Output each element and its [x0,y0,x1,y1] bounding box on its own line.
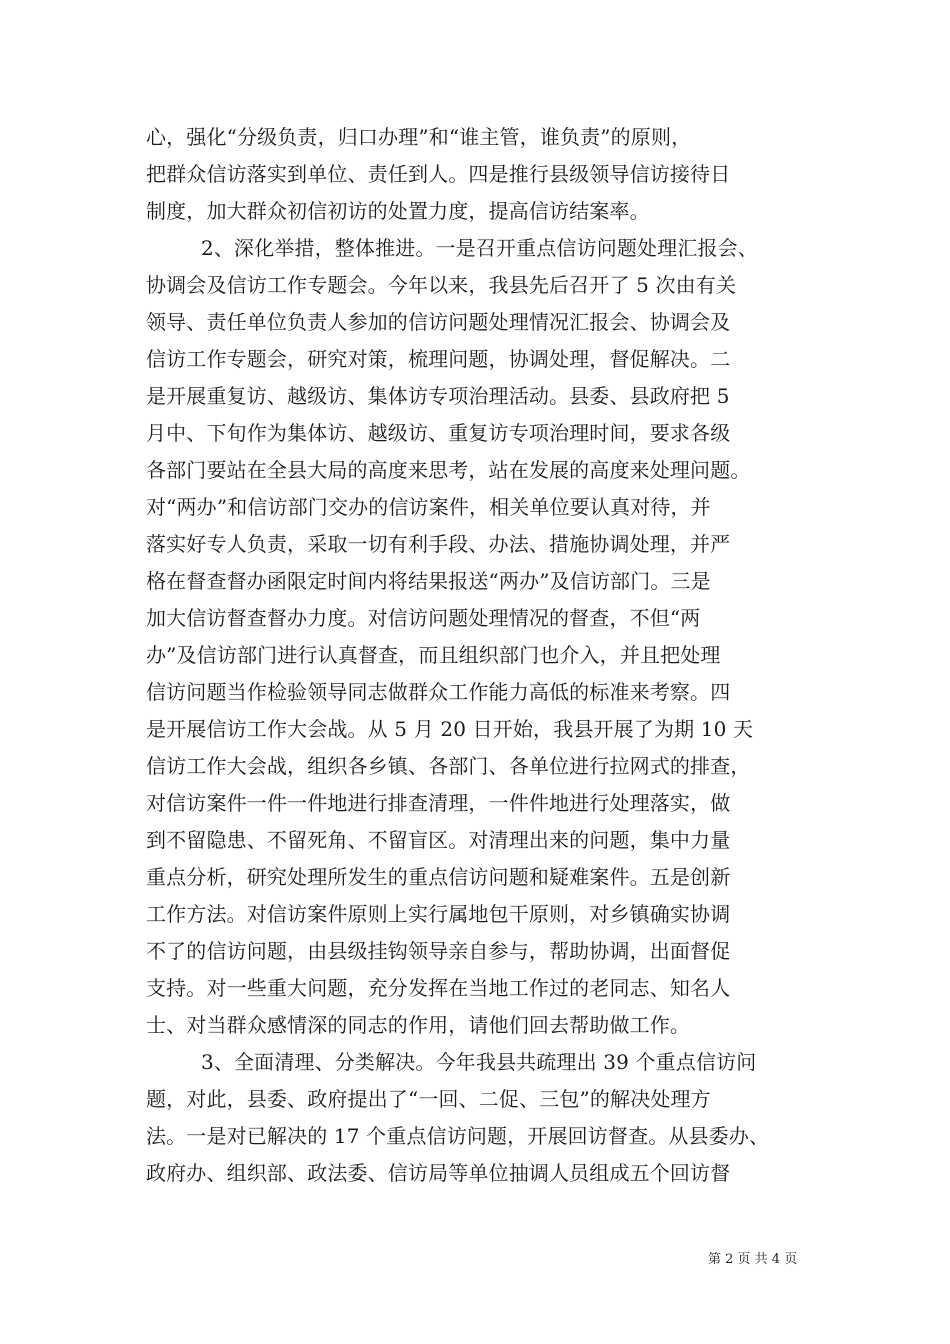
text-line: 办”及信访部门进行认真督查，而且组织部门也介入，并且把处理 [146,643,721,667]
text-line: 不了的信访问题，由县级挂钩领导亲自参与，帮助协调，出面督促 [146,939,731,963]
text-line: 题，对此，县委、政府提出了“一回、二促、三包”的解决处理方 [146,1087,711,1111]
text-line: 落实好专人负责，采取一切有利手段、办法、措施协调处理，并严 [146,532,731,556]
text-line: 工作方法。对信访案件原则上实行属地包干原则，对乡镇确实协调 [146,902,731,926]
paragraph-start-line: 2、深化举措，整体推进。一是召开重点信访问题处理汇报会、 [201,236,758,260]
paragraph-start-line: 3、全面清理、分类解决。今年我县共疏理出 39 个重点信访问 [201,1050,757,1074]
text-line: 加大信访督查督办力度。对信访问题处理情况的督查，不但“两 [146,606,701,630]
text-line: 是开展重复访、越级访、集体访专项治理活动。县委、县政府把 5 [146,384,730,408]
text-line: 协调会及信访工作专题会。今年以来，我县先后召开了 5 次由有关 [146,273,737,297]
text-line: 重点分析，研究处理所发生的重点信访问题和疑难案件。五是创新 [146,865,731,889]
text-line: 信访问题当作检验领导同志做群众工作能力高低的标准来考察。四 [146,680,731,704]
page-number: 第 2 页 共 4 页 [708,1252,798,1267]
text-line: 支持。对一些重大问题，充分发挥在当地工作过的老同志、知名人 [146,976,731,1000]
text-line: 格在督查督办函限定时间内将结果报送“两办”及信访部门。三是 [146,569,711,593]
text-line: 士、对当群众感情深的同志的作用，请他们回去帮助做工作。 [146,1013,691,1037]
text-line: 制度，加大群众初信初访的处置力度，提高信访结案率。 [146,199,650,223]
text-line: 心，强化“分级负责，归口办理”和“谁主管，谁负责”的原则， [146,125,692,149]
text-line: 把群众信访落实到单位、责任到人。四是推行县级领导信访接待日 [146,162,731,186]
text-line: 是开展信访工作大会战。从 5 月 20 日开始，我县开展了为期 10 天 [146,717,754,741]
text-line: 月中、下旬作为集体访、越级访、重复访专项治理时间，要求各级 [146,421,731,445]
text-line: 政府办、组织部、政法委、信访局等单位抽调人员组成五个回访督 [146,1161,731,1185]
text-line: 法。一是对已解决的 17 个重点信访问题，开展回访督查。从县委办、 [146,1124,770,1148]
text-line: 信访工作专题会，研究对策，梳理问题，协调处理，督促解决。二 [146,347,731,371]
text-line: 对信访案件一件一件地进行排查清理，一件件地进行处理落实，做 [146,791,731,815]
text-line: 信访工作大会战，组织各乡镇、各部门、各单位进行拉网式的排查， [146,754,751,778]
text-line: 各部门要站在全县大局的高度来思考，站在发展的高度来处理问题。 [146,458,751,482]
text-line: 领导、责任单位负责人参加的信访问题处理情况汇报会、协调会及 [146,310,731,334]
text-line: 到不留隐患、不留死角、不留盲区。对清理出来的问题，集中力量 [146,828,731,852]
text-line: 对“两办”和信访部门交办的信访案件，相关单位要认真对待，并 [146,495,711,519]
